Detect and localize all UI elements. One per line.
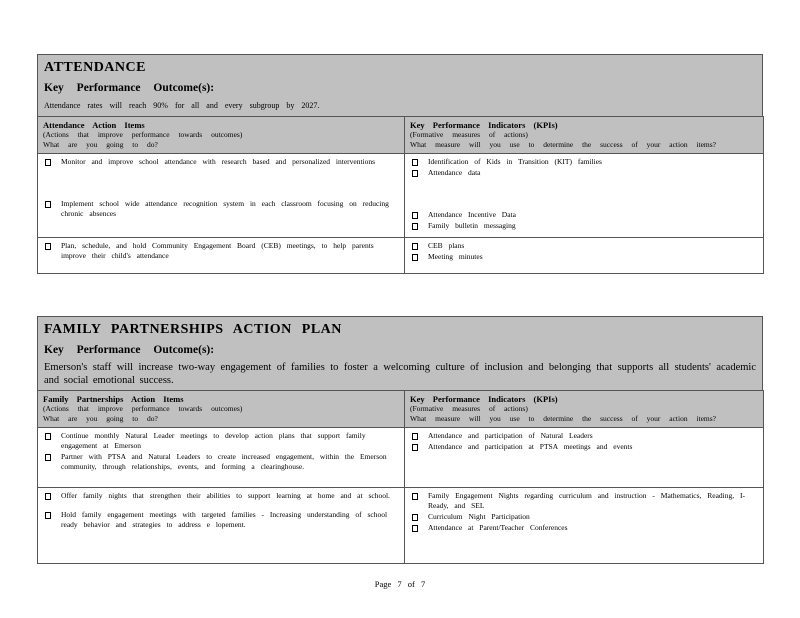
checkbox-icon — [412, 212, 418, 219]
section-title: FAMILY PARTNERSHIPS ACTION PLAN — [44, 322, 342, 337]
checkbox-icon — [45, 201, 51, 208]
table-row — [38, 428, 764, 488]
list-item: Family Engagement Nights regarding curriculum and instruction - Mathematics, Reading, I-Ready, and SEL — [410, 491, 758, 511]
kpi-header: Key Performance Indicators (KPIs) (Formative measures of actions) What measure will you use to determine the success of your action items? — [405, 117, 764, 154]
list-item: Identification of Kids in Transition (KIT) families — [410, 157, 758, 167]
kpi-cell — [405, 154, 764, 238]
checkbox-icon — [412, 525, 418, 532]
checkbox-icon — [45, 454, 51, 461]
list-item: Attendance data — [410, 168, 758, 178]
attendance-header — [37, 54, 763, 116]
action-cell — [38, 238, 405, 274]
action-cell — [38, 488, 405, 564]
section-title: ATTENDANCE — [44, 60, 146, 75]
checkbox-icon — [45, 512, 51, 519]
checkbox-icon — [412, 514, 418, 521]
kpi-header: Key Performance Indicators (KPIs) (Formative measures of actions) What measure will you use to determine the success of your action items? — [405, 391, 764, 428]
attendance-table — [37, 116, 764, 274]
table-row — [38, 238, 764, 274]
kpi-cell — [405, 238, 764, 274]
action-cell — [38, 154, 405, 238]
checkbox-icon — [412, 243, 418, 250]
list-item: Hold family engagement meetings with targeted families - Increasing understanding of school ready behavior and strategies to address e lopement. — [43, 510, 399, 530]
checkbox-icon — [45, 243, 51, 250]
list-item: Partner with PTSA and Natural Leaders to create increased engagement, within the Emerson community, through relationships, events, and forming a clearinghouse. — [43, 452, 399, 472]
table-row — [38, 488, 764, 564]
list-item: Attendance and participation at PTSA meetings and events — [410, 442, 758, 452]
kpo-label: Key Performance Outcome(s): — [44, 82, 215, 94]
kpi-cell — [405, 428, 764, 488]
list-item: Offer family nights that strengthen their abilities to support learning at home and at school. — [43, 491, 399, 501]
checkbox-icon — [412, 433, 418, 440]
checkbox-icon — [412, 223, 418, 230]
checkbox-icon — [412, 159, 418, 166]
action-cell — [38, 428, 405, 488]
list-item: Family bulletin messaging — [410, 221, 758, 231]
list-item: Attendance at Parent/Teacher Conferences — [410, 523, 758, 533]
checkbox-icon — [45, 493, 51, 500]
kpo-text: Emerson's staff will increase two-way engagement of families to foster a welcoming culture of inclusion and belonging that supports all students' academic and social emotional success. — [44, 362, 756, 386]
family-table — [37, 390, 764, 564]
page-number: Page 7 of 7 — [374, 579, 426, 589]
checkbox-icon — [412, 444, 418, 451]
family-section — [37, 316, 763, 564]
kpo-label: Key Performance Outcome(s): — [44, 344, 215, 356]
kpi-cell — [405, 488, 764, 564]
list-item: Implement school wide attendance recognition system in each classroom focusing on reducing chronic absences — [43, 199, 399, 219]
list-item: Meeting minutes — [410, 252, 758, 262]
checkbox-icon — [45, 433, 51, 440]
checkbox-icon — [412, 493, 418, 500]
list-item: Continue monthly Natural Leader meetings to develop action plans that support family engagement at Emerson — [43, 431, 399, 451]
checkbox-icon — [45, 159, 51, 166]
list-item: Attendance and participation of Natural Leaders — [410, 431, 758, 441]
attendance-section — [37, 54, 763, 274]
checkbox-icon — [412, 170, 418, 177]
list-item: Monitor and improve school attendance with research based and personalized interventions — [43, 157, 399, 167]
list-item: CEB plans — [410, 241, 758, 251]
list-item: Attendance Incentive Data — [410, 210, 758, 220]
list-item: Curriculum Night Participation — [410, 512, 758, 522]
family-header — [37, 316, 763, 390]
kpo-text: Attendance rates will reach 90% for all and every subgroup by 2027. — [44, 101, 320, 110]
action-items-header: Attendance Action Items (Actions that improve performance towards outcomes) What are you going to do? — [38, 117, 405, 154]
action-items-header: Family Partnerships Action Items (Actions that improve performance towards outcomes) What are you going to do? — [38, 391, 405, 428]
table-row — [38, 154, 764, 238]
list-item: Plan, schedule, and hold Community Engagement Board (CEB) meetings, to help parents improve their child's attendance — [43, 241, 399, 261]
checkbox-icon — [412, 254, 418, 261]
